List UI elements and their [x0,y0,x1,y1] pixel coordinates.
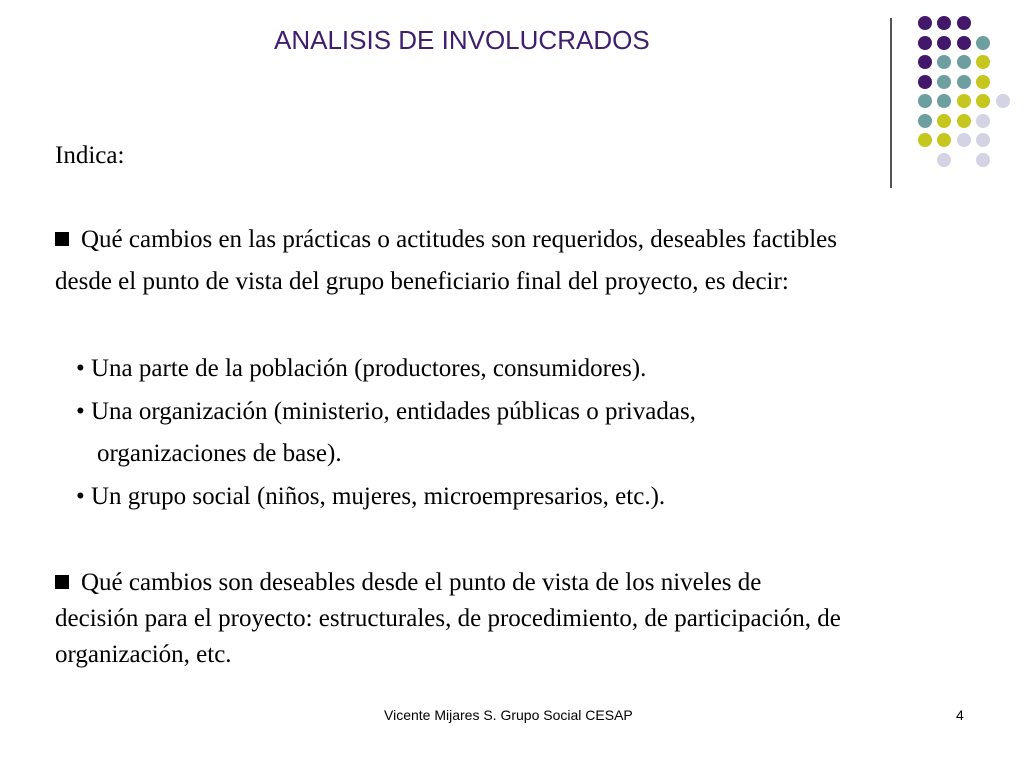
decorative-dot [996,94,1010,108]
decorative-dot [918,36,932,50]
point-2-line-3: organización, etc. [55,641,232,668]
point-2-line-1-text: Qué cambios son deseables desde el punto de vista de los niveles de [81,569,762,596]
subpoint-2-continuation: organizaciones de base). [97,440,342,467]
decorative-dot [976,114,990,128]
decorative-dot [957,133,971,147]
decorative-dot [937,133,951,147]
decorative-dot [937,75,951,89]
decorative-dot [976,36,990,50]
intro-text: Indica: [55,142,125,169]
subpoint-3: • Un grupo social (niños, mujeres, microempresarios, etc.). [76,483,666,510]
decorative-dot [957,94,971,108]
decorative-dot [957,75,971,89]
decorative-dot [976,55,990,69]
point-2-line-2: decisión para el proyecto: estructurales, de procedimiento, de participación, de [55,605,841,632]
decorative-dot [957,36,971,50]
decorative-dot [937,36,951,50]
slide-title: ANALISIS DE INVOLUCRADOS [274,25,650,55]
decorative-dot [937,16,951,30]
decorative-dot [937,153,951,167]
decorative-dot [937,55,951,69]
decorative-dot [976,133,990,147]
title-divider-line [890,18,892,188]
footer-author: Vicente Mijares S. Grupo Social CESAP [384,707,633,723]
decorative-dot [918,55,932,69]
decorative-dot [937,94,951,108]
decorative-dot [918,16,932,30]
decorative-dot [976,94,990,108]
decorative-dot [976,75,990,89]
decorative-dot [957,16,971,30]
square-bullet-icon [55,575,69,589]
decorative-dot [976,153,990,167]
decorative-dot [918,114,932,128]
square-bullet-icon [55,232,69,246]
decorative-dot [918,75,932,89]
point-1-line-1-text: Qué cambios en las prácticas o actitudes son requeridos, deseables factibles [81,226,837,253]
point-1-line-2: desde el punto de vista del grupo beneficiario final del proyecto, es decir: [55,268,789,295]
point-2-line-1 [55,567,761,599]
subpoint-1: • Una parte de la población (productores, consumidores). [76,355,647,382]
decorative-dot [918,94,932,108]
footer-page-number: 4 [956,707,964,723]
subpoint-2: • Una organización (ministerio, entidades públicas o privadas, [76,398,696,425]
point-1-line-1 [55,224,837,256]
decorative-dot [957,55,971,69]
decorative-dot [937,114,951,128]
decorative-dot [957,114,971,128]
decorative-dot [918,133,932,147]
